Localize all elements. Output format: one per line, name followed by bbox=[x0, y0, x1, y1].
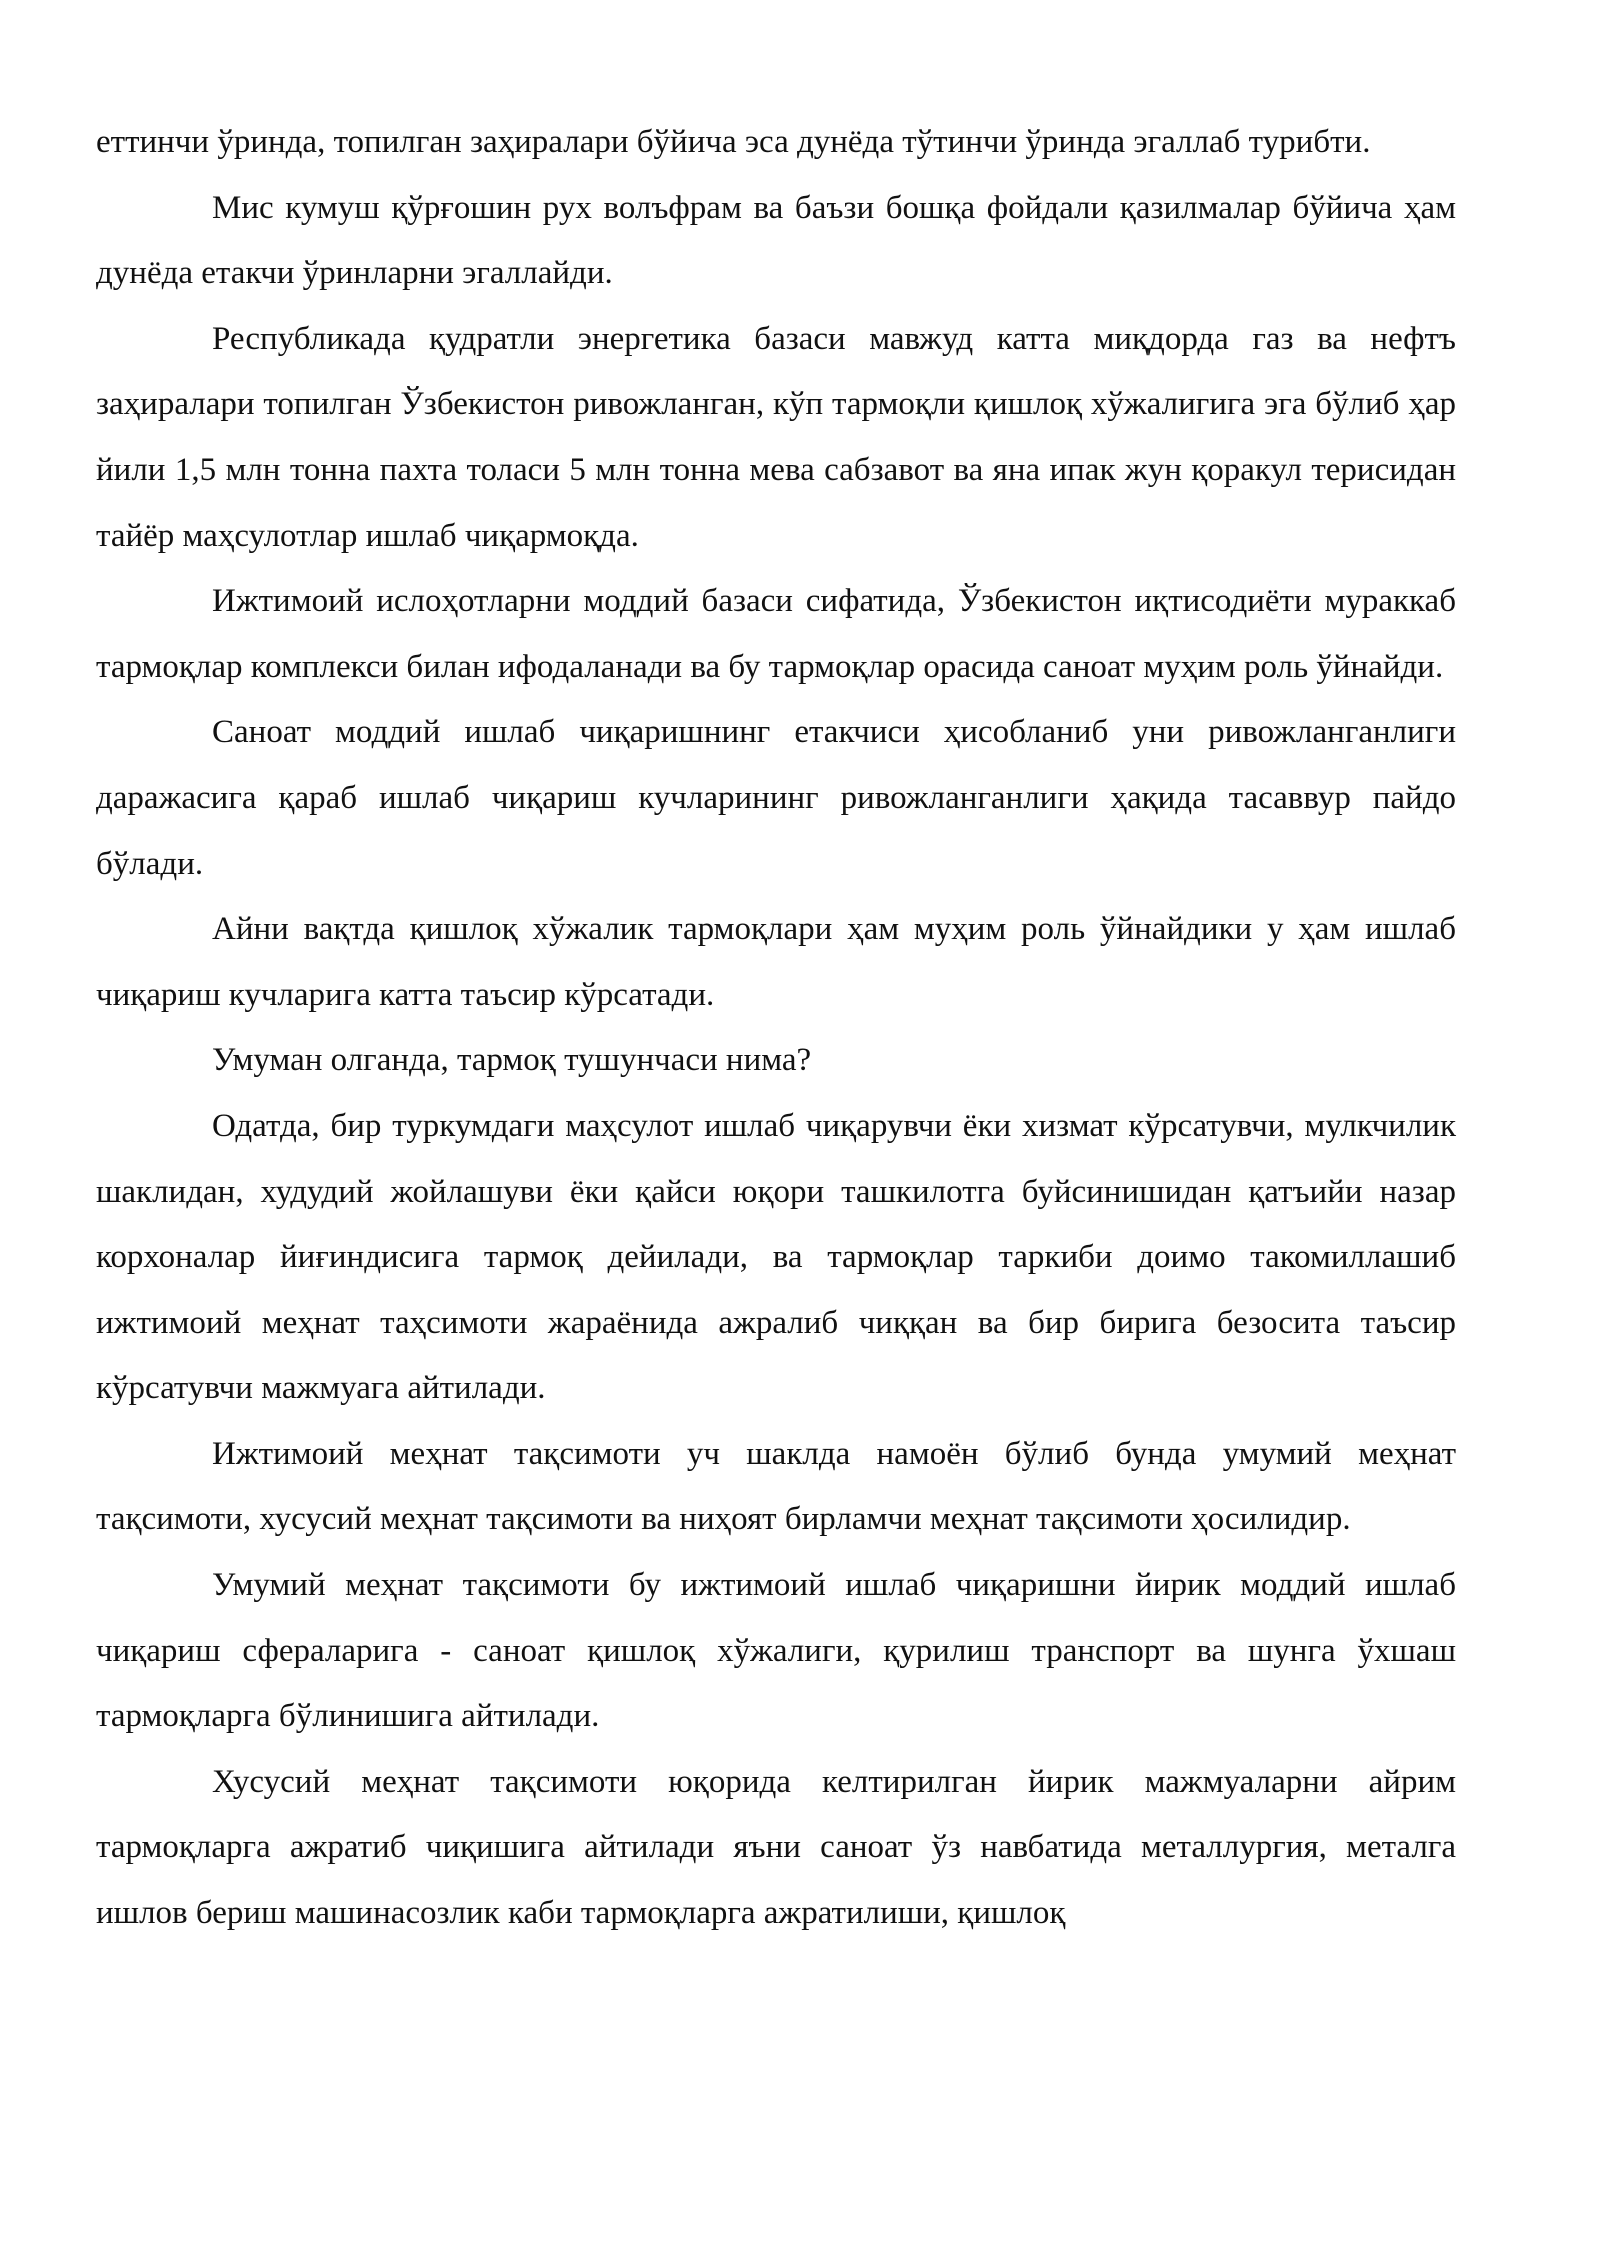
paragraph-energy-base: Республикада қудратли энергетика базаси мавжуд катта миқдорда газ ва нефтъ заҳиралари топилган Ўзбекистон ривожланган, кўп тармоқли қишлоқ хўжалигига эга бўлиб ҳар йили 1,5 млн тонна пахта толаси 5 млн тонна мева сабзавот ва яна ипак жун қоракул терисидан тайёр маҳсулотлар ишлаб чиқармоқда. bbox=[96, 320, 1456, 554]
paragraph-branch-definition: Одатда, бир туркумдаги маҳсулот ишлаб чиқарувчи ёки хизмат кўрсатувчи, мулкчилик шаклидан, худудий жойлашуви ёки қайси юқори ташкилотга буйсинишидан қатъийи назар корхоналар йиғиндисига тармоқ дейилади, ва тармоқлар таркиби доимо такомиллашиб ижтимоий меҳнат таҳсимоти жараёнида ажралиб чиққан ва бир бирига безосита таъсир кўрсатувчи мажмуага айтилади. bbox=[96, 1107, 1456, 1407]
paragraph-division-of-labour: Ижтимоий меҳнат тақсимоти уч шаклда намоён бўлиб бунда умумий меҳнат тақсимоти, хусусий меҳнат тақсимоти ва ниҳоят бирламчи меҳнат тақсимоти ҳосилидир. bbox=[96, 1435, 1456, 1538]
paragraph-minerals: Мис кумуш қўрғошин рух волъфрам ва баъзи бошқа фойдали қазилмалар бўйича ҳам дунёда етакчи ўринларни эгаллайди. bbox=[96, 189, 1456, 292]
paragraph-private-division: Хусусий меҳнат тақсимоти юқорида келтирилган йирик мажмуаларни айрим тармоқларга ажратиб чиқишига айтилади яъни саноат ўз навбатида металлургия, металга ишлов бериш машинасозлик каби тармоқларга ажратилиши, қишлоқ bbox=[96, 1763, 1456, 1932]
document-page bbox=[96, 110, 1456, 1947]
paragraph-question: Умуман олганда, тармоқ тушунчаси нима? bbox=[212, 1042, 812, 1079]
paragraph-social-reforms: Ижтимоий ислоҳотларни моддий базаси сифатида, Ўзбекистон иқтисодиёти мураккаб тармоқлар комплекси билан ифодаланади ва бу тармоқлар орасида саноат муҳим роль ўйнайди. bbox=[96, 583, 1456, 685]
paragraph-agriculture: Айни вақтда қишлоқ хўжалик тармоқлари ҳам муҳим роль ўйнайдики у ҳам ишлаб чиқариш кучларига катта таъсир кўрсатади. bbox=[96, 911, 1456, 1013]
paragraph-continued: еттинчи ўринда, топилган заҳиралари бўйича эса дунёда тўтинчи ўринда эгаллаб турибти. bbox=[96, 124, 1371, 160]
paragraph-general-division: Умумий меҳнат тақсимоти бу ижтимоий ишлаб чиқаришни йирик моддий ишлаб чиқариш сфераларига - саноат қишлоқ хўжалиги, қурилиш транспорт ва шунга ўхшаш тармоқларга бўлинишига айтилади. bbox=[96, 1567, 1456, 1735]
paragraph-industry: Саноат моддий ишлаб чиқаришнинг етакчиси ҳисобланиб уни ривожланганлиги даражасига қараб ишлаб чиқариш кучларининг ривожланганлиги ҳақида тасаввур пайдо бўлади. bbox=[96, 714, 1456, 882]
